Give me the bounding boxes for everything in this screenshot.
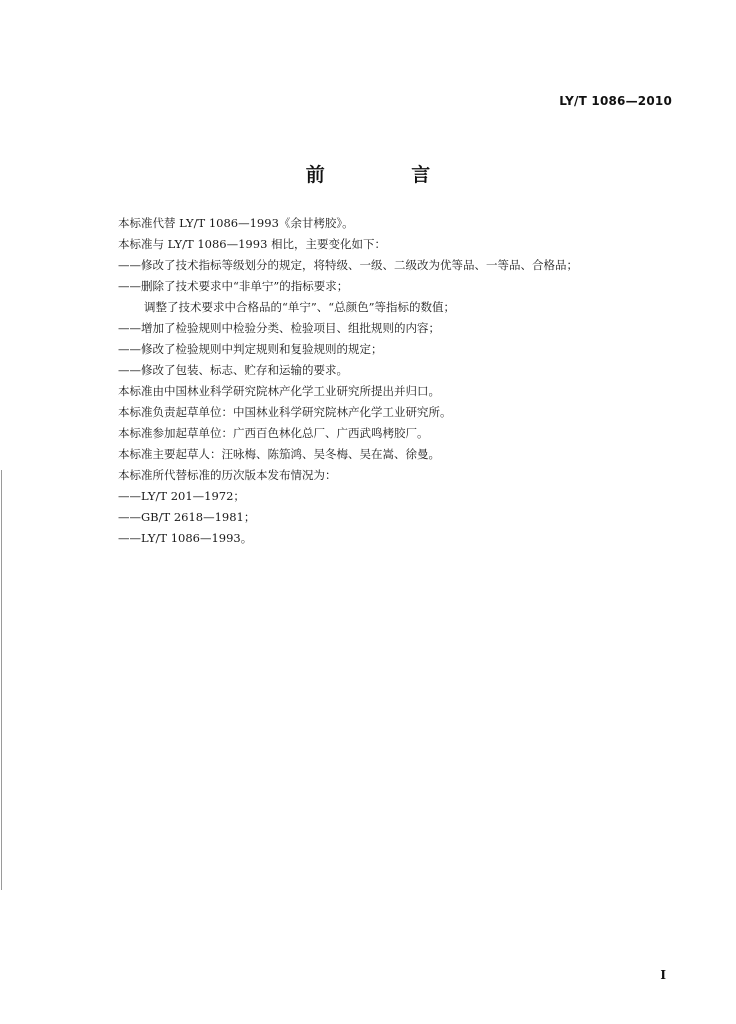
foreword-line-history-1972: ——LY/T 201—1972； — [118, 489, 245, 503]
foreword-line-change-remove-nontannin: ——删除了技术要求中“非单宁”的指标要求； — [118, 279, 349, 293]
foreword-line-changes-intro: 本标准与 LY/T 1086—1993 相比，主要变化如下： — [118, 237, 387, 251]
foreword-line-history-1981: ——GB/T 2618—1981； — [118, 510, 256, 524]
foreword-body — [118, 213, 698, 549]
foreword-line-history-1993: ——LY/T 1086—1993。 — [118, 531, 253, 545]
foreword-line-drafting-unit: 本标准负责起草单位：中国林业科学研究院林产化学工业研究所。 — [118, 405, 452, 419]
scan-edge-line — [1, 470, 2, 890]
foreword-line-participating-units: 本标准参加起草单位：广西百色林化总厂、广西武鸣栲胶厂。 — [118, 426, 429, 440]
page-title: 前 言 — [305, 164, 471, 186]
foreword-line-change-judgement: ——修改了检验规则中判定规则和复验规则的规定； — [118, 342, 383, 356]
foreword-line-change-adjust-values: 调整了技术要求中合格品的“单宁”、“总颜色”等指标的数值； — [144, 300, 456, 314]
page-number: I — [660, 968, 666, 982]
foreword-line-drafters: 本标准主要起草人：汪咏梅、陈笳鸿、吴冬梅、吴在嵩、徐曼。 — [118, 447, 440, 461]
standard-code: LY/T 1086—2010 — [559, 94, 672, 108]
foreword-line-change-inspection: ——增加了检验规则中检验分类、检验项目、组批规则的内容； — [118, 321, 440, 335]
foreword-line-proposed-by: 本标准由中国林业科学研究院林产化学工业研究所提出并归口。 — [118, 384, 440, 398]
foreword-line-change-packaging: ——修改了包装、标志、贮存和运输的要求。 — [118, 363, 348, 377]
foreword-line-change-grades: ——修改了技术指标等级划分的规定，将特级、一级、二级改为优等品、一等品、合格品； — [118, 258, 578, 272]
foreword-line-history-intro: 本标准所代替标准的历次版本发布情况为： — [118, 468, 337, 482]
foreword-line-replaces: 本标准代替 LY/T 1086—1993《余甘栲胶》。 — [118, 216, 354, 230]
